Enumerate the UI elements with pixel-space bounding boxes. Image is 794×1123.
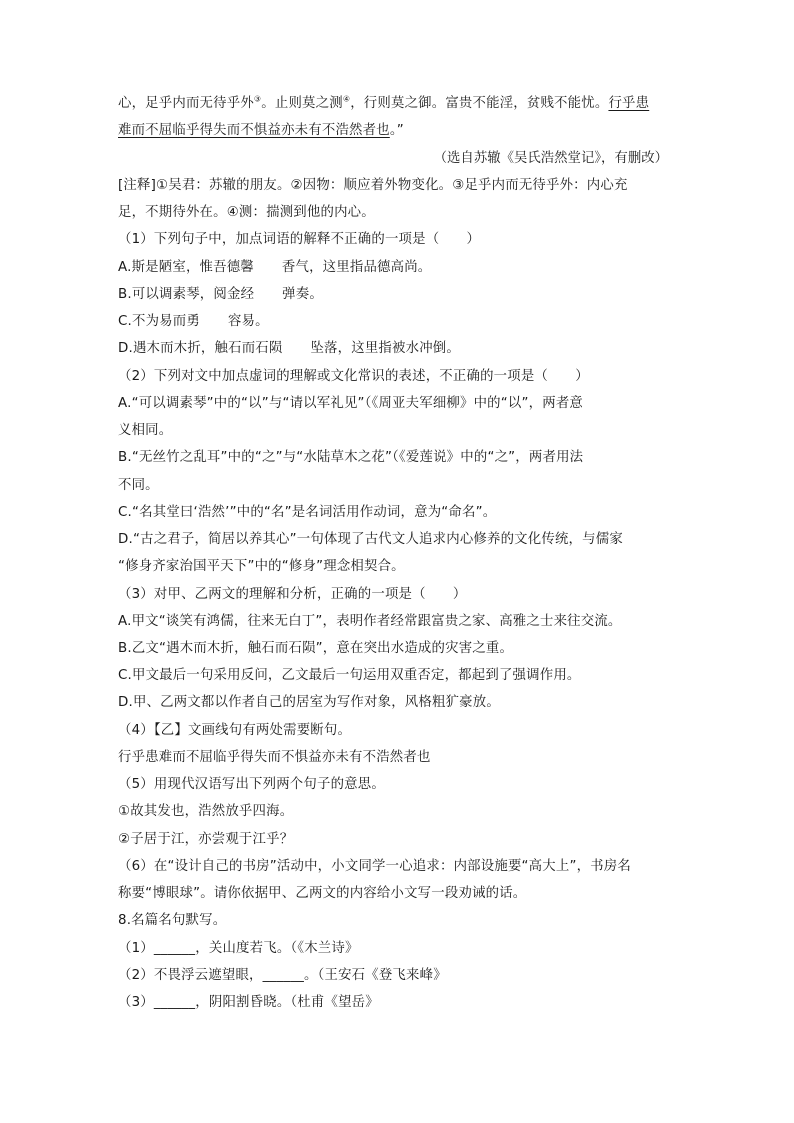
q2-stem: （2）下列对文中加点虚词的理解或文化常识的表述，不正确的一项是（ ） <box>118 369 589 384</box>
q1-option-b: B.可以调素琴，阅金经 弹奏。 <box>118 287 323 302</box>
fill-blank[interactable]: ______ <box>262 968 304 983</box>
q2-option-a-line-1: A.“可以调素琴”中的“以”与“请以军礼见”（《周亚夫军细柳》中的“以”，两者意 <box>118 396 583 411</box>
q3-option-b: B.乙文“遇木而木折，触石而石陨”，意在突出水造成的灾害之重。 <box>118 641 514 656</box>
q8-item-1: （1）______，关山度若飞。（《木兰诗》 <box>118 941 359 956</box>
q4-stem: （4）【乙】文画线句有两处需要断句。 <box>118 723 352 738</box>
fill-blank[interactable]: ______ <box>153 995 196 1010</box>
q2-option-a-line-2: 义相同。 <box>118 423 173 438</box>
notes-line-1: [注释]①吴君：苏辙的朋友。②因物：顺应着外物变化。③足乎内而无待乎外：内心充 <box>118 178 628 193</box>
q2-option-b-line-1: B.“无丝竹之乱耳”中的“之”与“水陆草木之花”（《爱莲说》中的“之”，两者用法 <box>118 450 584 465</box>
q2-option-d-line-1: D.“古之君子，简居以养其心”一句体现了古代文人追求内心修养的文化传统，与儒家 <box>118 532 623 547</box>
q2-option-d-line-2: “修身齐家治国平天下”中的“修身”理念相契合。 <box>118 559 405 574</box>
q4-sentence: 行乎患难而不屈临乎得失而不惧益亦未有不浩然者也 <box>118 750 431 765</box>
q6-line-2: 称要“博眼球”。请你依据甲、乙两文的内容给小文写一段劝诫的话。 <box>118 886 527 901</box>
q8-item-3: （3）______，阴阳割昏晓。（杜甫《望岳》 <box>118 995 379 1010</box>
underlined-sentence-part-1: 行乎患 <box>608 96 650 111</box>
fill-blank[interactable]: ______ <box>153 941 196 956</box>
q2-option-b-line-2: 不同。 <box>118 478 159 493</box>
q8-title: 8.名篇名句默写。 <box>118 913 227 928</box>
passage-source: （选自苏辙《吴氏浩然堂记》，有删改） <box>433 151 668 166</box>
q3-option-c: C.甲文最后一句采用反问，乙文最后一句运用双重否定，都起到了强调作用。 <box>118 668 581 683</box>
q1-option-c: C.不为易而勇 容易。 <box>118 314 269 329</box>
passage-line-2: 难而不屈临乎得失而不惧益亦未有不浩然者也。” <box>118 123 404 138</box>
q2-option-c: C.“名其堂曰‘浩然’”中的“名”是名词活用作动词，意为“命名”。 <box>118 505 497 520</box>
passage-line-1: 心，足乎内而无待乎外③。止则莫之测④，行则莫之御。富贵不能淫，贫贱不能忧。行乎患 <box>118 94 650 111</box>
q8-item-2: （2）不畏浮云遮望眼，______。（王安石《登飞来峰》 <box>118 968 447 983</box>
q1-stem: （1）下列句子中，加点词语的解释不正确的一项是（ ） <box>118 232 481 247</box>
q5-stem: （5）用现代汉语写出下列两个句子的意思。 <box>118 777 385 792</box>
q6-line-1: （6）在“设计自己的书房”活动中，小文同学一心追求：内部设施要“高大上”，书房名 <box>118 859 631 874</box>
underlined-sentence-part-2: 难而不屈临乎得失而不惧益亦未有不浩然者也 <box>118 123 390 138</box>
q3-stem: （3）对甲、乙两文的理解和分析，正确的一项是（ ） <box>118 587 467 602</box>
q5-sentence-1: ①故其发也，浩然放乎四海。 <box>118 804 294 819</box>
q5-sentence-2: ②子居于江，亦尝观于江乎？ <box>118 832 294 847</box>
q3-option-d: D.甲、乙两文都以作者自己的居室为写作对象，风格粗犷豪放。 <box>118 695 500 710</box>
q3-option-a: A.甲文“谈笑有鸿儒，往来无白丁”，表明作者经常跟富贵之家、高雅之士来往交流。 <box>118 614 622 629</box>
q1-option-a: A.斯是陋室，惟吾德馨 香气，这里指品德高尚。 <box>118 260 432 275</box>
q1-option-d: D.遇木而木折，触石而石陨 坠落，这里指被水冲倒。 <box>118 341 460 356</box>
notes-line-2: 足，不期待外在。④测：揣测到他的内心。 <box>118 205 375 220</box>
